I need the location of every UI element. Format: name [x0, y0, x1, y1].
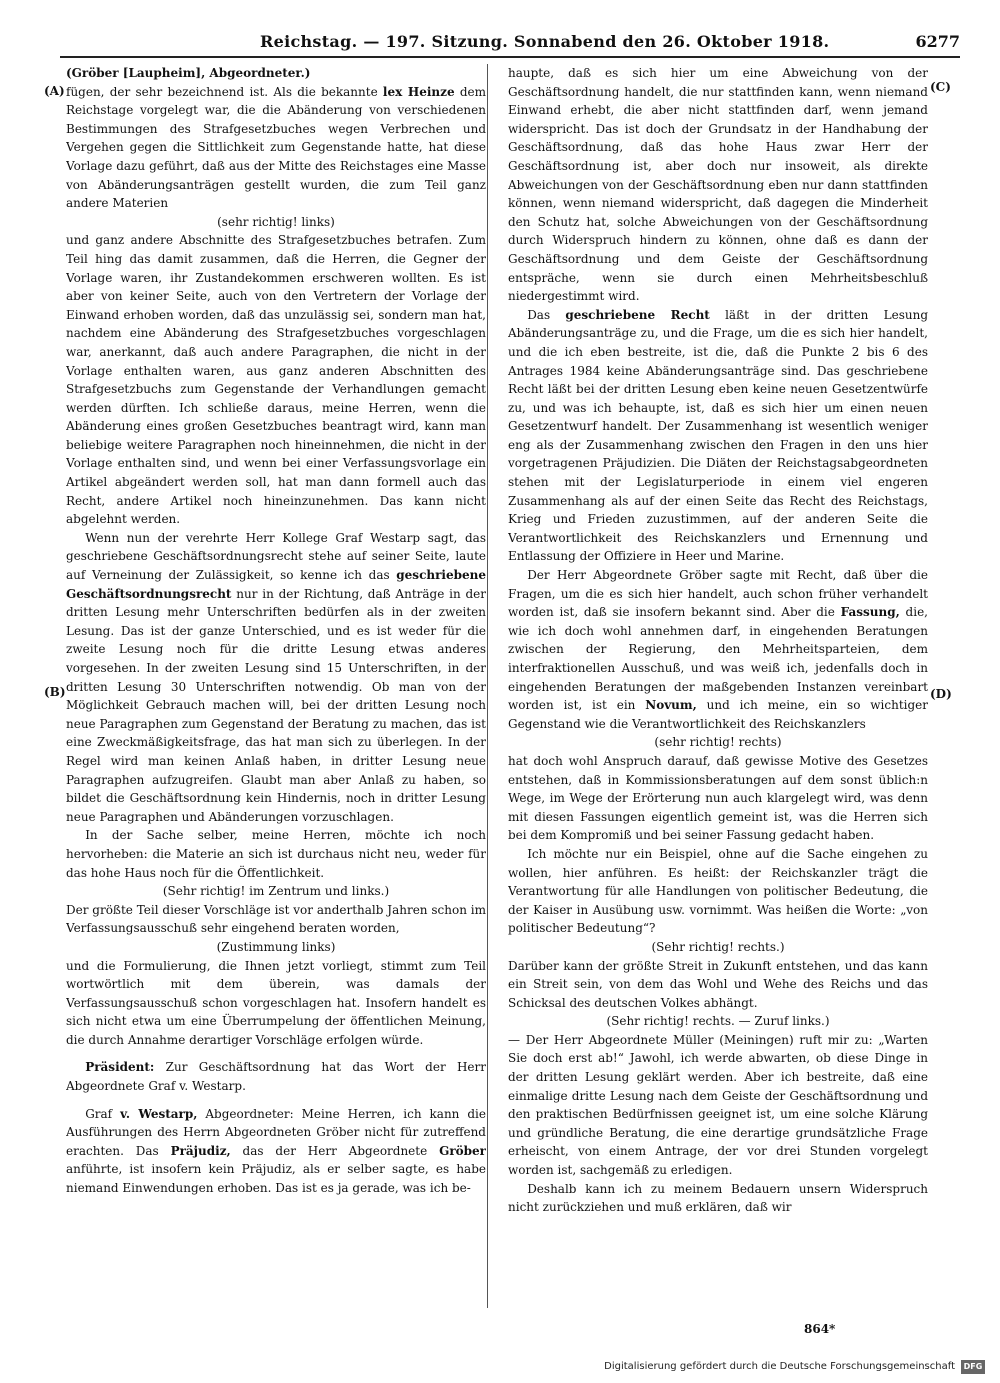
paragraph: fügen, der sehr bezeichnend ist. Als die bekannte lex Heinze dem Reichstage vorgelegt war, die die Abänderung von verschiedenen Bestimmungen des Strafgesetzbuches wegen Verbrechen und Vergehen gegen die Sittlichkeit zum Gegenstande hatte, hat diese Vorlage dazu geführt, daß aus der Mitte des Reichstages eine Masse von Abänderungsanträgen gestellt wurden, die zum Teil ganz andere Materien [66, 84, 486, 211]
interjection: (Sehr richtig! im Zentrum und links.) [162, 884, 390, 899]
paragraph: In der Sache selber, meine Herren, möchte ich noch hervorheben: die Materie an sich ist durchaus nicht neu, weder für das hohe Haus noch für die Öffentlichkeit. [66, 828, 486, 880]
paragraph: und ganz andere Abschnitte des Strafgesetzbuches betrafen. Zum Teil hing das damit zusammen, daß die Herren, die Gegner der Vorlage waren, ihr Zustandekommen erschweren wollten. Es ist aber von keiner Seite, auch von den Vertretern der Vorlage der Einwand erhoben worden, daß das unzulässig sei, sondern man hat, nachdem eine Abänderung des Strafgesetzbuches vorgeschlagen war, anerkannt, daß auch andere Paragraphen, die nicht in der Vorlage enthalten waren, aus ganz anderen Abschnitten des Strafgesetzbuchs zum Gegenstande der Verhandlungen gemacht werden dürften. Ich schließe daraus, meine Herren, wenn die Abänderung eines großen Gesetzbuches beantragt wird, kann man beliebige weitere Paragraphen noch hineinnehmen, die nicht in der Vorlage enthalten sind, und wenn bei einer Verfassungsvorlage ein Artikel abgeändert werden soll, hat man dann formell auch das Recht, andere Artikel noch hineinzunehmen. Das kann nicht abgelehnt werden. [66, 233, 486, 527]
printer-signature: 864* [804, 1322, 836, 1336]
margin-marker-d: (D) [930, 687, 952, 701]
interjection: (sehr richtig! rechts) [654, 735, 782, 750]
paragraph: Das geschriebene Recht läßt in der dritten Lesung Abänderungsanträge zu, und die Frage, um die es sich hier handelt, und die ich eben bestreite, ist die, daß die Punkte 2 bis 6 des Antrages 1984 keine Abänderungsanträge sind. Das geschriebene Recht läßt bei der dritten Lesung eben keine neuen Gesetzentwürfe zu, und was ich behaupte, ist, daß es sich hier um einen neuen Gesetzentwurf handelt. Der Zusammenhang ist wesentlich weniger eng als der Zusammenhang zwischen den Fragen in den uns hier vorgetragenen Präjudizien. Die Diäten der Reichstagsabgeordneten stehen mit der Legislaturperiode in einem viel engeren Zusammenhang als auf der einen Seite das Recht des Reichstags, Krieg und Frieden zuzustimmen, auf der anderen Seite die Verantwortlichkeit des Reichskanzlers und Ernennung und Entlassung der Offiziere in Heer und Marine. [508, 307, 928, 564]
paragraph: Darüber kann der größte Streit in Zukunft entstehen, und das kann ein Streit sein, von dem das Wohl und Wehe des Reichs und das Schicksal des deutschen Volkes abhängt. [508, 958, 928, 1010]
margin-marker-b: (B) [44, 685, 66, 699]
interjection: (Zustimmung links) [216, 939, 336, 954]
paragraph: haupte, daß es sich hier um eine Abweichung von der Geschäftsordnung handelt, die nur stattfinden kann, wenn niemand Einwand erhebt, die aber nicht stattfinden darf, wenn jemand widerspricht. Das ist doch der Grundsatz in der Handhabung der Geschäftsordnung, daß das hohe Haus zwar Herr der Geschäftsordnung ist, aber doch nur insoweit, als direkte Abweichungen von der Geschäftsordnung eben nur dann stattfinden können, wenn niemand widerspricht, daß dagegen die Minderheit den Schutz hat, solche Abweichungen von der Geschäftsordnung durch Widerspruch hindern zu können, ohne daß es dann der Geschäftsordnung und dem Geiste der Geschäftsordnung entspräche, wenn sie durch einen Mehrheitsbeschluß niedergestimmt wird. [508, 66, 928, 304]
interjection: (Sehr richtig! rechts.) [651, 939, 785, 954]
margin-marker-a: (A) [44, 84, 65, 98]
interjection: (Sehr richtig! rechts. — Zuruf links.) [606, 1014, 830, 1029]
running-title: Reichstag. — 197. Sitzung. Sonnabend den 26. Oktober 1918. [260, 32, 830, 51]
paragraph: Der größte Teil dieser Vorschläge ist vor anderthalb Jahren schon im Verfassungsausschuß sehr eingehend beraten worden, [66, 902, 486, 936]
funding-note: Digitalisierung gefördert durch die Deutsche Forschungsgemeinschaft [604, 1361, 955, 1372]
paragraph: Wenn nun der verehrte Herr Kollege Graf Westarp sagt, das geschriebene Geschäftsordnungsrecht stehe auf seiner Seite, laute auf Verneinung der Zulässigkeit, so kenne ich das geschriebene Geschäftsordnungsrecht nur in der Richtung, daß Anträge in der dritten Lesung mehr Unterschriften bedürfen als in der zweiten Lesung. Das ist der ganze Unterschied, und es ist weder für die zweite Lesung noch für die dritte Lesung etwas anderes vorgesehen. In der zweiten Lesung sind 15 Unterschriften, in der dritten Lesung 30 Unterschriften notwendig. Ob man von der Möglichkeit Gebrauch machen will, bei der dritten Lesung noch neue Paragraphen zum Gegenstand der Beratung zu machen, das ist eine Zweckmäßigkeitsfrage, das hat man sich zu überlegen. In der Regel wird man keinen Anlaß haben, in dritter Lesung neue Paragraphen aufzugreifen. Glaubt man aber Anlaß zu haben, so bildet die Geschäftsordnung kein Hindernis, noch in dritter Lesung neue Paragraphen und Abänderungen vorzuschlagen. [66, 530, 486, 824]
footer-bar [600, 1360, 985, 1376]
dfg-logo-icon: DFG [961, 1360, 985, 1374]
margin-marker-c: (C) [930, 80, 951, 94]
paragraph: Der Herr Abgeordnete Gröber sagte mit Recht, daß über die Fragen, um die es sich hier handelt, auch schon früher verhandelt worden ist, daß sie insofern bekannt sind. Aber die Fassung, die, wie ich doch wohl annehmen darf, in eingehenden Beratungen zwischen der Regierung, den Mehrheitsparteien, dem interfraktionellen Ausschuß, und was weiß ich, jedenfalls doch in eingehenden Beratungen der maßgebenden Instanzen vereinbart worden ist, ist ein Novum, und ich meine, ein so wichtiger Gegenstand wie die Verantwortlichkeit des Reichskanzlers [508, 568, 928, 731]
column-divider [487, 64, 488, 1308]
paragraph: hat doch wohl Anspruch darauf, daß gewisse Motive des Gesetzes entstehen, daß in Kommissionsberatungen auf dem sonst üblich:n Wege, im Wege der Erörterung nun auch klargelegt wird, was denn mit diesen Fassungen eigentlich gemeint ist, was die Herren sich bei dem Kompromiß und bei seiner Fassung gedacht haben. [508, 753, 928, 843]
president-statement: Präsident: Zur Geschäftsordnung hat das Wort der Herr Abgeordnete Graf v. Westarp. [66, 1060, 486, 1094]
left-column [66, 64, 486, 1314]
paragraph: Ich möchte nur ein Beispiel, ohne auf die Sache eingehen zu wollen, hier anführen. Es heißt: der Reichskanzler trägt die Verantwortung für alle Handlungen von politischer Bedeutung, die der Kaiser in Ausübung usw. vornimmt. Was heißen die Worte: „von politischer Bedeutung“? [508, 846, 928, 936]
interjection: (sehr richtig! links) [217, 214, 335, 229]
paragraph: und die Formulierung, die Ihnen jetzt vorliegt, stimmt zum Teil wortwörtlich mit dem überein, was damals der Verfassungsausschuß schon vorgeschlagen hat. Insofern handelt es sich nicht etwa um eine Überrumpelung der öffentlichen Meinung, die durch Annahme derartiger Vorschläge erfolgen würde. [66, 958, 486, 1047]
paragraph: Deshalb kann ich zu meinem Bedauern unsern Widerspruch nicht zurückziehen und muß erklären, daß wir [508, 1181, 928, 1215]
speaker-heading: (Gröber [Laupheim], Abgeordneter.) [66, 66, 311, 80]
page-number: 6277 [915, 32, 960, 51]
running-header [60, 30, 960, 58]
right-column [508, 64, 928, 1314]
speaker-westarp-paragraph: Graf v. Westarp, Abgeordneter: Meine Herren, ich kann die Ausführungen des Herrn Abgeordneten Gröber nicht für zutreffend erachten. Das Präjudiz, das der Herr Abgeordnete Gröber anführte, ist insofern kein Präjudiz, als er selber sagte, es habe niemand Einwendungen erhoben. Das ist es ja gerade, was ich be- [66, 1106, 486, 1196]
paragraph: — Der Herr Abgeordnete Müller (Meiningen) ruft mir zu: „Warten Sie doch erst ab!“ Jawohl, ich werde abwarten, ob diese Dinge in der dritten Lesung geklärt werden. Aber ich bestreite, daß eine einmalige dritte Lesung nach dem Geiste der Geschäftsordnung und den praktischen Bedürfnissen geeignet ist, um eine solche Klärung und gründliche Beratung, die eine derartige grundsätzliche Frage erheischt, von einem Antrage, der vor drei Stunden vorgelegt worden ist, sachgemäß zu erledigen. [508, 1032, 928, 1178]
